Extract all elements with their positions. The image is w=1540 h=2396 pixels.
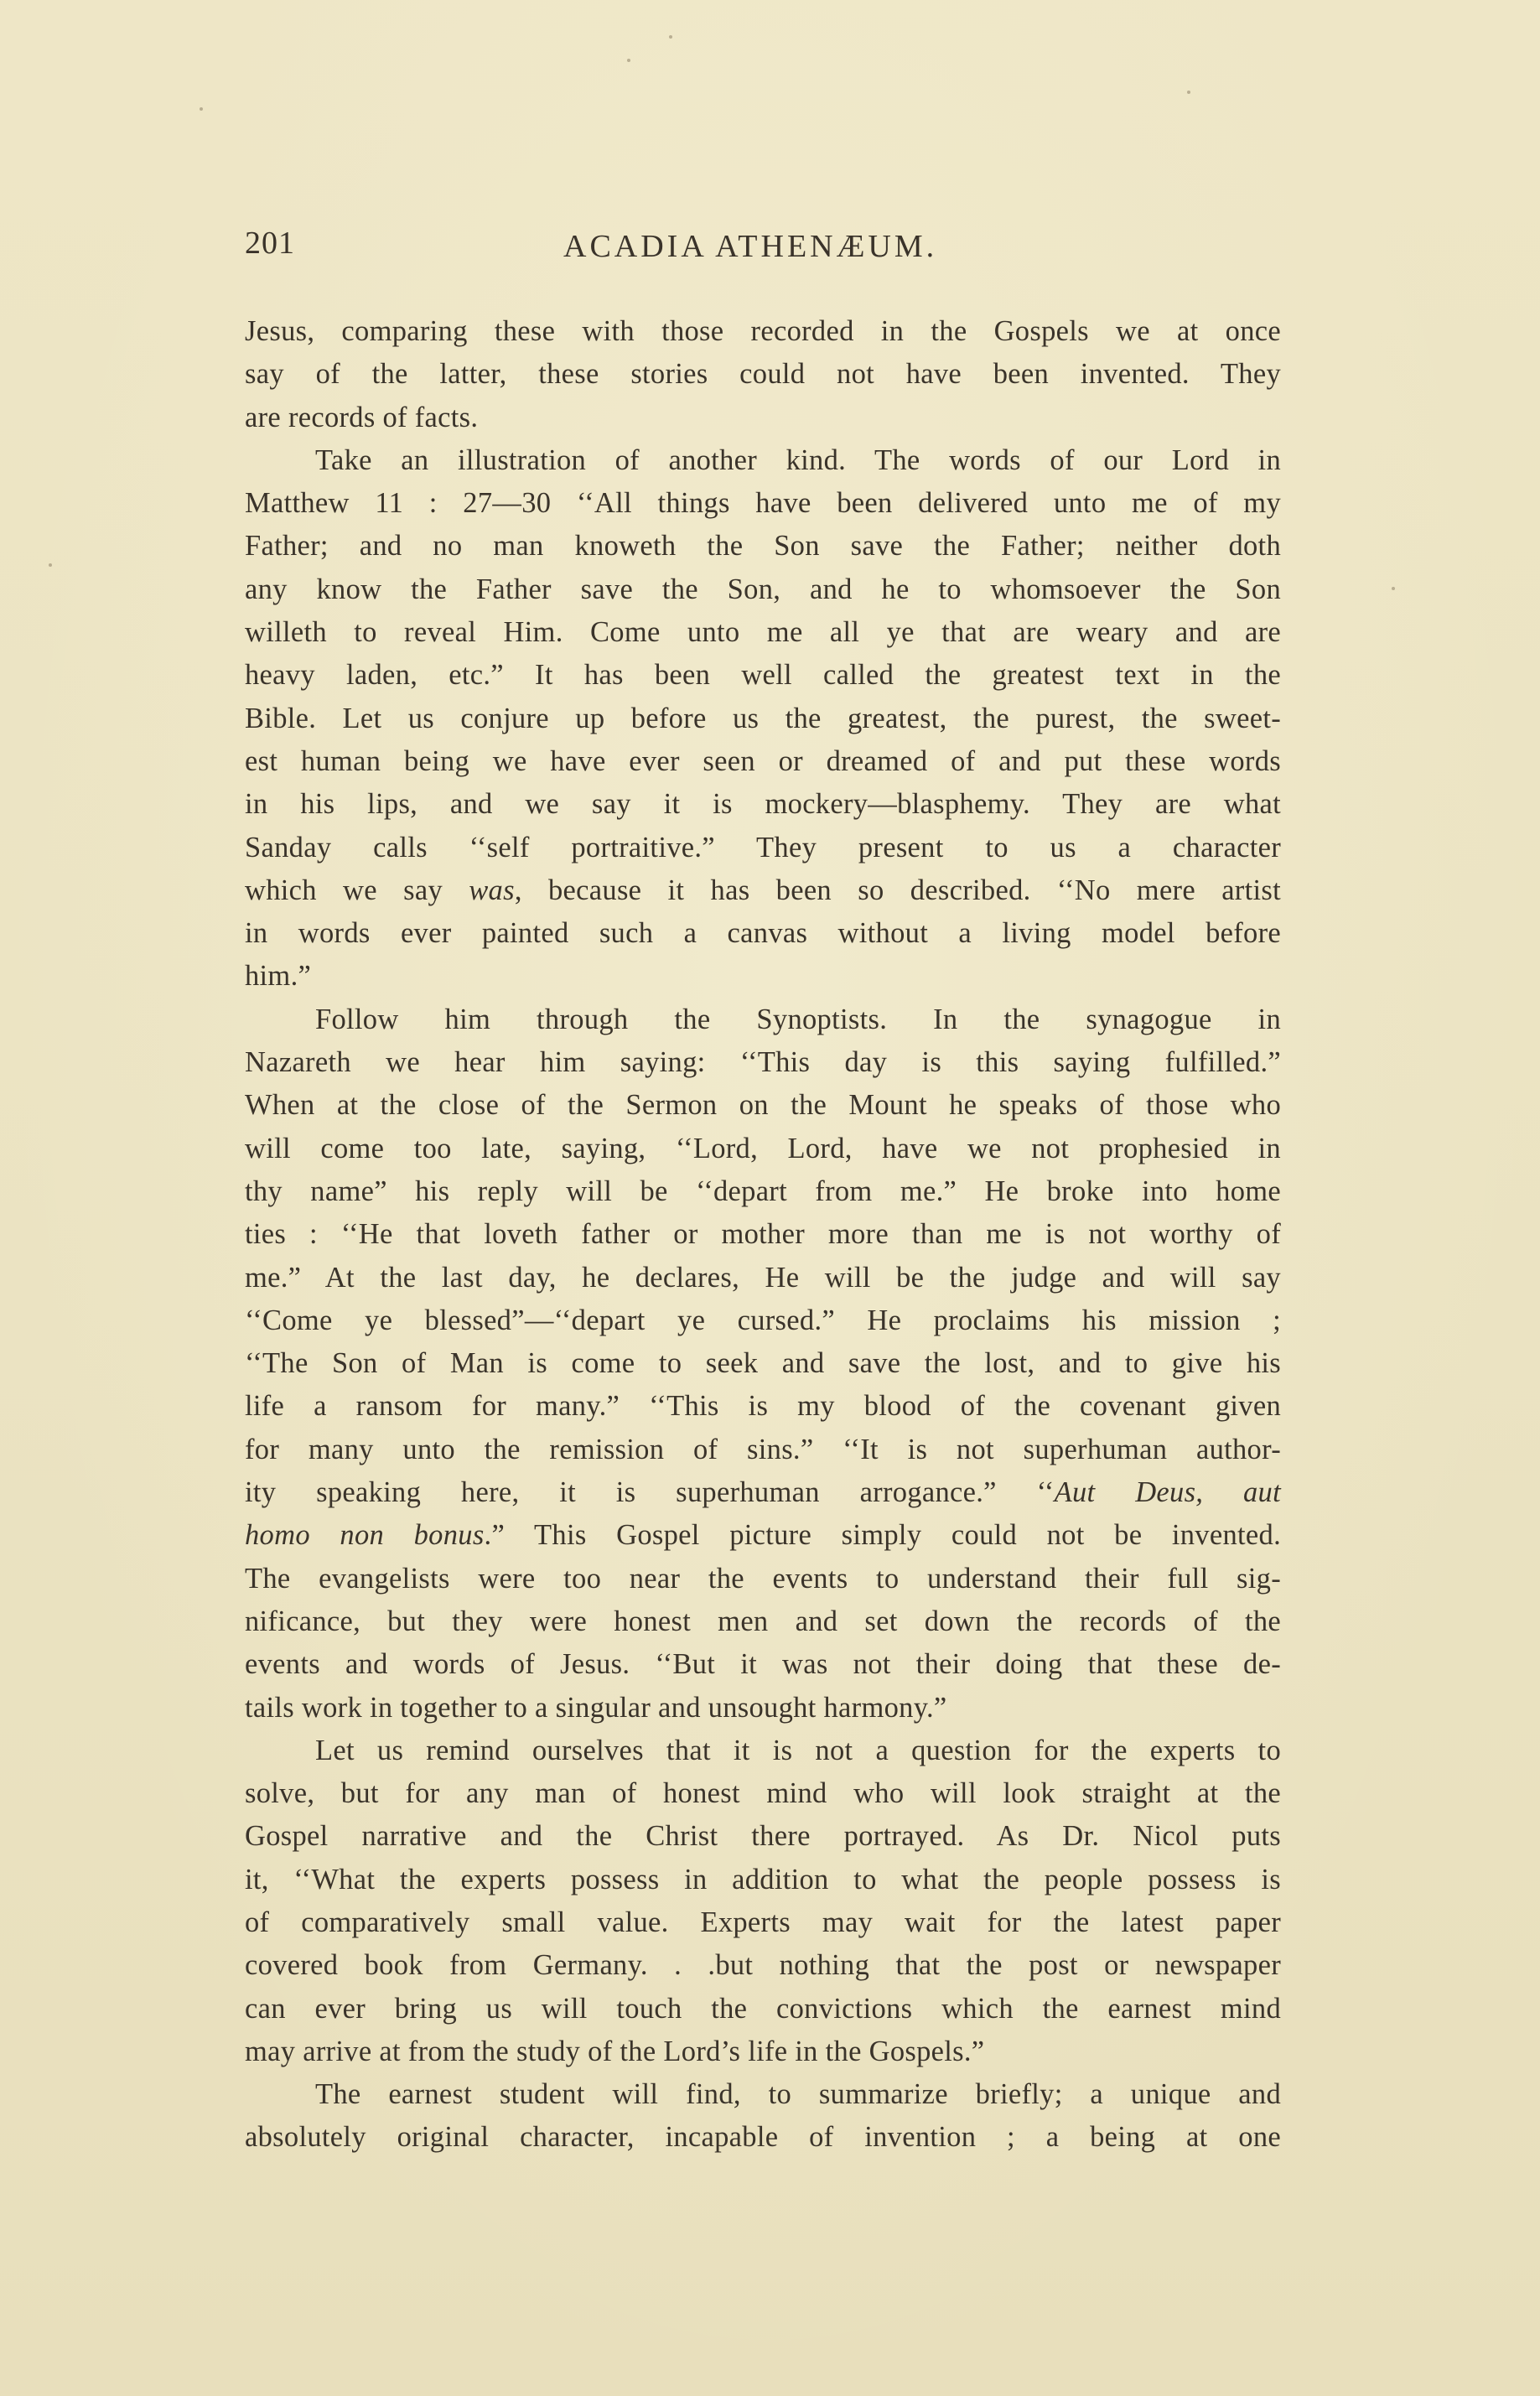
text-line: Take an illustration of another kind. The words of our Lord in	[315, 443, 1281, 476]
text-line: covered book from Germany. . .but nothing that the post or newspaper	[245, 1949, 1281, 1982]
text-line: ity speaking here, it is superhuman arrogance.” ‘‘Aut Deus, aut	[245, 1476, 1281, 1509]
text-line: life a ransom for many.” ‘‘This is my blood of the covenant given	[245, 1390, 1281, 1423]
text-line: which we say was, because it has been so described. ‘‘No mere artist	[245, 874, 1281, 906]
text-line: thy name” his reply will be ‘‘depart from me.” He broke into home	[245, 1175, 1281, 1207]
text-line: say of the latter, these stories could not have been invented. They	[245, 358, 1281, 391]
text-line: any know the Father save the Son, and he to whomsoever the Son	[245, 573, 1281, 605]
text-line: for many unto the remission of sins.” ‘‘It is not superhuman author-	[245, 1433, 1281, 1465]
text-line: Follow him through the Synoptists. In the synagogue in	[315, 1003, 1281, 1035]
text-line: Bible. Let us conjure up before us the greatest, the purest, the sweet-	[245, 702, 1281, 734]
text-line: ‘‘Come ye blessed”—‘‘depart ye cursed.” He proclaims his mission ;	[245, 1304, 1281, 1336]
paper-speck	[1187, 91, 1190, 94]
text-line: Jesus, comparing these with those recorded in the Gospels we at once	[245, 315, 1281, 347]
text-line: in his lips, and we say it is mockery—blasphemy. They are what	[245, 788, 1281, 821]
text-line: heavy laden, etc.” It has been well called the greatest text in the	[245, 659, 1281, 692]
text-line: can ever bring us will touch the convictions which the earnest mind	[245, 1992, 1281, 2025]
paper-speck	[627, 59, 630, 62]
article-body	[245, 310, 1281, 2160]
paper-speck	[200, 107, 203, 111]
text-line: will come too late, saying, ‘‘Lord, Lord, have we not prophesied in	[245, 1132, 1281, 1164]
text-line: nificance, but they were honest men and set down the records of the	[245, 1605, 1281, 1637]
text-line: Let us remind ourselves that it is not a question for the experts to	[315, 1734, 1281, 1766]
running-head	[245, 225, 1281, 275]
paper-speck	[1392, 587, 1395, 590]
text-line: me.” At the last day, he declares, He will be the judge and will say	[245, 1261, 1281, 1294]
text-line: homo non bonus.” This Gospel picture simply could not be invented.	[245, 1519, 1281, 1552]
paper-speck	[669, 35, 672, 39]
text-line: willeth to reveal Him. Come unto me all ye that are weary and are	[245, 616, 1281, 649]
text-line: ‘‘The Son of Man is come to seek and save the lost, and to give his	[245, 1347, 1281, 1380]
paper-speck	[49, 563, 52, 567]
text-line: of comparatively small value. Experts may wait for the latest paper	[245, 1906, 1281, 1938]
text-line: events and words of Jesus. ‘‘But it was not their doing that these de-	[245, 1648, 1281, 1681]
text-line: Nazareth we hear him saying: ‘‘This day is this saying fulfilled.”	[245, 1046, 1281, 1079]
text-line: est human being we have ever seen or dreamed of and put these words	[245, 744, 1281, 777]
journal-title: ACADIA ATHENÆUM.	[563, 229, 938, 264]
text-line: absolutely original character, incapable of invention ; a being at one	[245, 2121, 1281, 2154]
text-line: Matthew 11 : 27—30 ‘‘All things have been delivered unto me of my	[245, 487, 1281, 520]
text-line: When at the close of the Sermon on the Mount he speaks of those who	[245, 1089, 1281, 1122]
text-line: Gospel narrative and the Christ there portrayed. As Dr. Nicol puts	[245, 1820, 1281, 1853]
text-line: tails work in together to a singular and unsought harmony.”	[245, 1691, 947, 1724]
text-line: may arrive at from the study of the Lord’s life in the Gospels.”	[245, 2035, 985, 2067]
text-line: solve, but for any man of honest mind who will look straight at the	[245, 1777, 1281, 1810]
text-line: him.”	[245, 960, 312, 993]
text-line: The earnest student will find, to summarize briefly; a unique and	[315, 2078, 1281, 2111]
text-line: it, ‘‘What the experts possess in addition to what the people possess is	[245, 1863, 1281, 1896]
text-line: Father; and no man knoweth the Son save the Father; neither doth	[245, 530, 1281, 563]
text-line: ties : ‘‘He that loveth father or mother more than me is not worthy of	[245, 1218, 1281, 1251]
text-line: in words ever painted such a canvas without a living model before	[245, 917, 1281, 950]
text-line: The evangelists were too near the events to understand their full sig-	[245, 1562, 1281, 1595]
page-number: 201	[245, 226, 295, 261]
text-line: Sanday calls ‘‘self portraitive.” They present to us a character	[245, 831, 1281, 863]
text-line: are records of facts.	[245, 401, 479, 433]
